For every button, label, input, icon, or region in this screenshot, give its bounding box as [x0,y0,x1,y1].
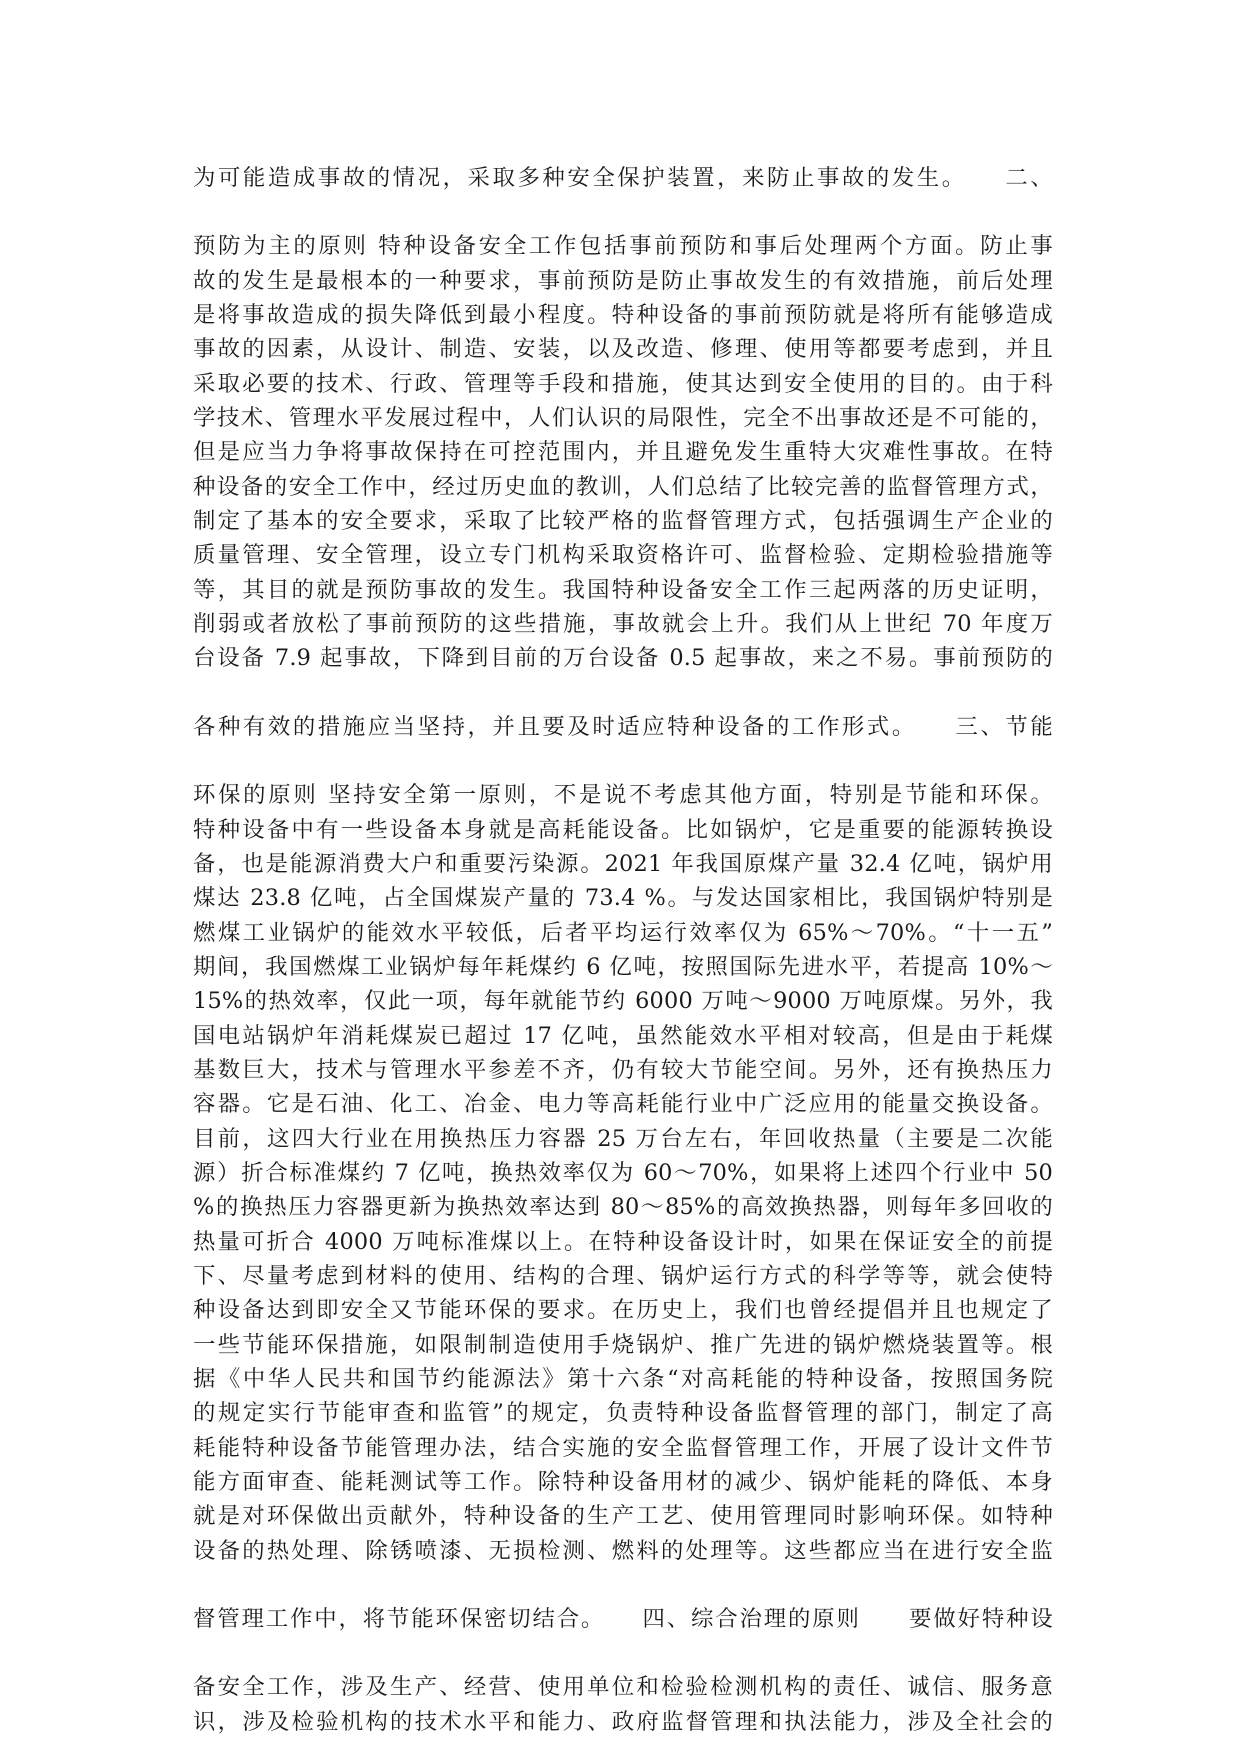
text-line: 环保的原则 坚持安全第一原则，不是说不考虑其他方面，特别是节能和环保。 [193,782,1053,808]
text-line: 源）折合标准煤约 7 亿吨，换热效率仅为 60～70%，如果将上述四个行业中 50 [193,1160,1053,1186]
text-line: 采取必要的技术、行政、管理等手段和措施，使其达到安全使用的目的。由于科 [193,371,1053,397]
text-line: 就是对环保做出贡献外，特种设备的生产工艺、使用管理同时影响环保。如特种 [193,1503,1053,1529]
text-line: 下、尽量考虑到材料的使用、结构的合理、锅炉运行方式的科学等等，就会使特 [193,1263,1053,1289]
text-line: 容器。它是石油、化工、冶金、电力等高耗能行业中广泛应用的能量交换设备。 [193,1091,1053,1117]
text-line: 备，也是能源消费大户和重要污染源。2021 年我国原煤产量 32.4 亿吨，锅炉用 [193,851,1053,877]
text-line: 等，其目的就是预防事故的发生。我国特种设备安全工作三起两落的历史证明， [193,577,1053,603]
text-line: 削弱或者放松了事前预防的这些措施，事故就会上升。我们从上世纪 70 年度万 [193,611,1053,637]
text-line: 但是应当力争将事故保持在可控范围内，并且避免发生重特大灾难性事故。在特 [193,439,1053,465]
text-line: 目前，这四大行业在用换热压力容器 25 万台左右，年回收热量（主要是二次能 [193,1126,1053,1152]
text-line: 的规定实行节能审查和监管”的规定，负责特种设备监督管理的部门，制定了高 [193,1400,1053,1426]
text-line: 一些节能环保措施，如限制制造使用手烧锅炉、推广先进的锅炉燃烧装置等。根 [193,1332,1053,1358]
text-line: 识，涉及检验机构的技术水平和能力、政府监督管理和执法能力，涉及全社会的 [193,1709,1053,1735]
text-line: 设备的热处理、除锈喷漆、无损检测、燃料的处理等。这些都应当在进行安全监 [193,1538,1053,1564]
text-line: 据《中华人民共和国节约能源法》第十六条“对高耗能的特种设备，按照国务院 [193,1366,1053,1392]
text-line: 特种设备中有一些设备本身就是高耗能设备。比如锅炉，它是重要的能源转换设 [193,817,1053,843]
text-line: 督管理工作中，将节能环保密切结合。 四、综合治理的原则 要做好特种设 [193,1606,1053,1632]
text-line: 耗能特种设备节能管理办法，结合实施的安全监督管理工作，开展了设计文件节 [193,1435,1053,1461]
text-line: 期间，我国燃煤工业锅炉每年耗煤约 6 亿吨，按照国际先进水平，若提高 10%～ [193,954,1053,980]
text-line: 制定了基本的安全要求，采取了比较严格的监督管理方式，包括强调生产企业的 [193,508,1053,534]
text-line: 燃煤工业锅炉的能效水平较低，后者平均运行效率仅为 65%～70%。“十一五” [193,920,1053,946]
text-line: 预防为主的原则 特种设备安全工作包括事前预防和事后处理两个方面。防止事 [193,233,1053,259]
text-line: 是将事故造成的损失降低到最小程度。特种设备的事前预防就是将所有能够造成 [193,302,1053,328]
text-line: 质量管理、安全管理，设立专门机构采取资格许可、监督检验、定期检验措施等 [193,542,1053,568]
text-line: 15%的热效率，仅此一项，每年就能节约 6000 万吨～9000 万吨原煤。另外，我 [193,988,1053,1014]
text-line: 基数巨大，技术与管理水平参差不齐，仍有较大节能空间。另外，还有换热压力 [193,1057,1053,1083]
text-line: 备安全工作，涉及生产、经营、使用单位和检验检测机构的责任、诚信、服务意 [193,1674,1053,1700]
text-line: 故的发生是最根本的一种要求，事前预防是防止事故发生的有效措施，前后处理 [193,268,1053,294]
text-line: 种设备的安全工作中，经过历史血的教训，人们总结了比较完善的监督管理方式， [193,474,1053,500]
text-line: 为可能造成事故的情况，采取多种安全保护装置，来防止事故的发生。 二、 [193,165,1053,191]
text-line: 热量可折合 4000 万吨标准煤以上。在特种设备设计时，如果在保证安全的前提 [193,1229,1053,1255]
text-line: 台设备 7.9 起事故，下降到目前的万台设备 0.5 起事故，来之不易。事前预防的 [193,645,1053,671]
text-line: 事故的因素，从设计、制造、安装，以及改造、修理、使用等都要考虑到，并且 [193,336,1053,362]
text-line: 种设备达到即安全又节能环保的要求。在历史上，我们也曾经提倡并且也规定了 [193,1297,1053,1323]
text-line: %的换热压力容器更新为换热效率达到 80～85%的高效换热器，则每年多回收的 [193,1194,1053,1220]
text-line: 国电站锅炉年消耗煤炭已超过 17 亿吨，虽然能效水平相对较高，但是由于耗煤 [193,1023,1053,1049]
text-line: 各种有效的措施应当坚持，并且要及时适应特种设备的工作形式。 三、节能 [193,714,1053,740]
text-line: 能方面审查、能耗测试等工作。除特种设备用材的减少、锅炉能耗的降低、本身 [193,1469,1053,1495]
text-line: 学技术、管理水平发展过程中，人们认识的局限性，完全不出事故还是不可能的， [193,405,1053,431]
text-line: 煤达 23.8 亿吨，占全国煤炭产量的 73.4 %。与发达国家相比，我国锅炉特别是 [193,885,1053,911]
